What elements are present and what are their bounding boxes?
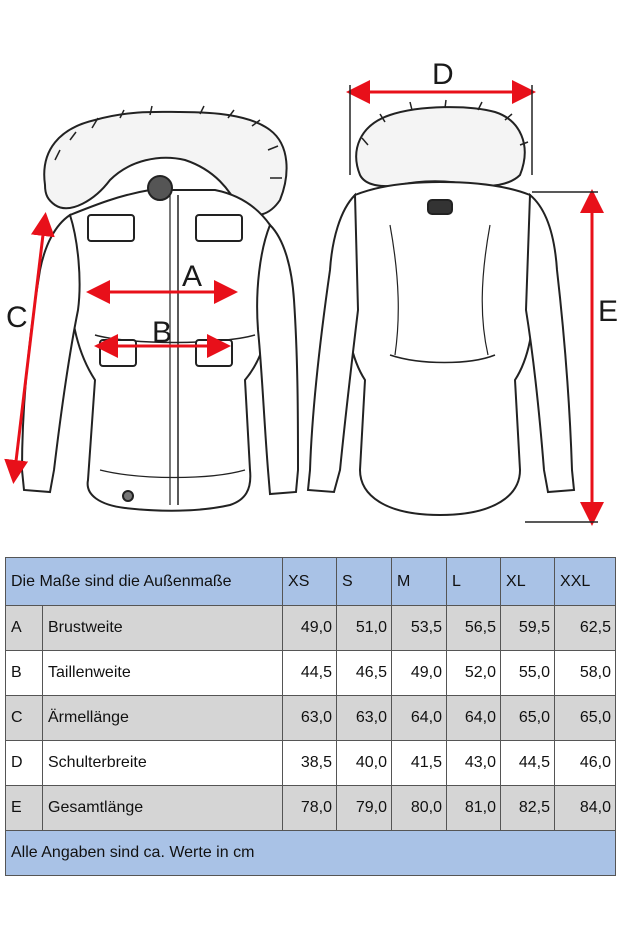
row-key: B	[6, 651, 43, 696]
table-cell: 84,0	[555, 786, 616, 831]
size-header: L	[447, 558, 501, 606]
table-cell: 65,0	[501, 696, 555, 741]
size-header: M	[392, 558, 447, 606]
row-key: A	[6, 606, 43, 651]
table-row	[6, 786, 616, 831]
label-a: A	[182, 260, 203, 293]
size-header: XXL	[555, 558, 616, 606]
table-cell: 46,5	[337, 651, 392, 696]
table-header-title: Die Maße sind die Außenmaße	[6, 558, 283, 606]
table-cell: 46,0	[555, 741, 616, 786]
table-cell: 64,0	[447, 696, 501, 741]
label-c: C	[6, 301, 28, 334]
table-cell: 49,0	[283, 606, 337, 651]
row-key: E	[6, 786, 43, 831]
table-cell: 82,5	[501, 786, 555, 831]
table-cell: 52,0	[447, 651, 501, 696]
table-header-row	[6, 558, 616, 606]
table-cell: 40,0	[337, 741, 392, 786]
row-key: D	[6, 741, 43, 786]
table-cell: 51,0	[337, 606, 392, 651]
table-cell: 58,0	[555, 651, 616, 696]
table-cell: 62,5	[555, 606, 616, 651]
table-footer-note: Alle Angaben sind ca. Werte in cm	[6, 831, 616, 876]
table-cell: 53,5	[392, 606, 447, 651]
row-key: C	[6, 696, 43, 741]
table-cell: 80,0	[392, 786, 447, 831]
row-name: Brustweite	[43, 606, 283, 651]
table-cell: 59,5	[501, 606, 555, 651]
table-cell: 43,0	[447, 741, 501, 786]
size-header: XL	[501, 558, 555, 606]
label-b: B	[152, 316, 173, 349]
table-cell: 64,0	[392, 696, 447, 741]
table-cell: 79,0	[337, 786, 392, 831]
label-d: D	[432, 58, 454, 91]
front-jacket-drawing	[22, 106, 298, 511]
table-row	[6, 696, 616, 741]
table-cell: 65,0	[555, 696, 616, 741]
table-cell: 44,5	[501, 741, 555, 786]
row-name: Ärmellänge	[43, 696, 283, 741]
row-name: Gesamtlänge	[43, 786, 283, 831]
table-row	[6, 741, 616, 786]
size-table	[5, 557, 616, 876]
table-cell: 55,0	[501, 651, 555, 696]
row-name: Taillenweite	[43, 651, 283, 696]
table-cell: 44,5	[283, 651, 337, 696]
table-row	[6, 651, 616, 696]
table-cell: 63,0	[283, 696, 337, 741]
size-header: XS	[283, 558, 337, 606]
size-header: S	[337, 558, 392, 606]
table-cell: 78,0	[283, 786, 337, 831]
table-cell: 56,5	[447, 606, 501, 651]
table-row	[6, 606, 616, 651]
row-name: Schulterbreite	[43, 741, 283, 786]
table-footer-row	[6, 831, 616, 876]
back-jacket-drawing	[308, 100, 574, 515]
table-cell: 41,5	[392, 741, 447, 786]
table-cell: 38,5	[283, 741, 337, 786]
label-e: E	[598, 295, 619, 328]
table-cell: 63,0	[337, 696, 392, 741]
table-cell: 81,0	[447, 786, 501, 831]
table-cell: 49,0	[392, 651, 447, 696]
